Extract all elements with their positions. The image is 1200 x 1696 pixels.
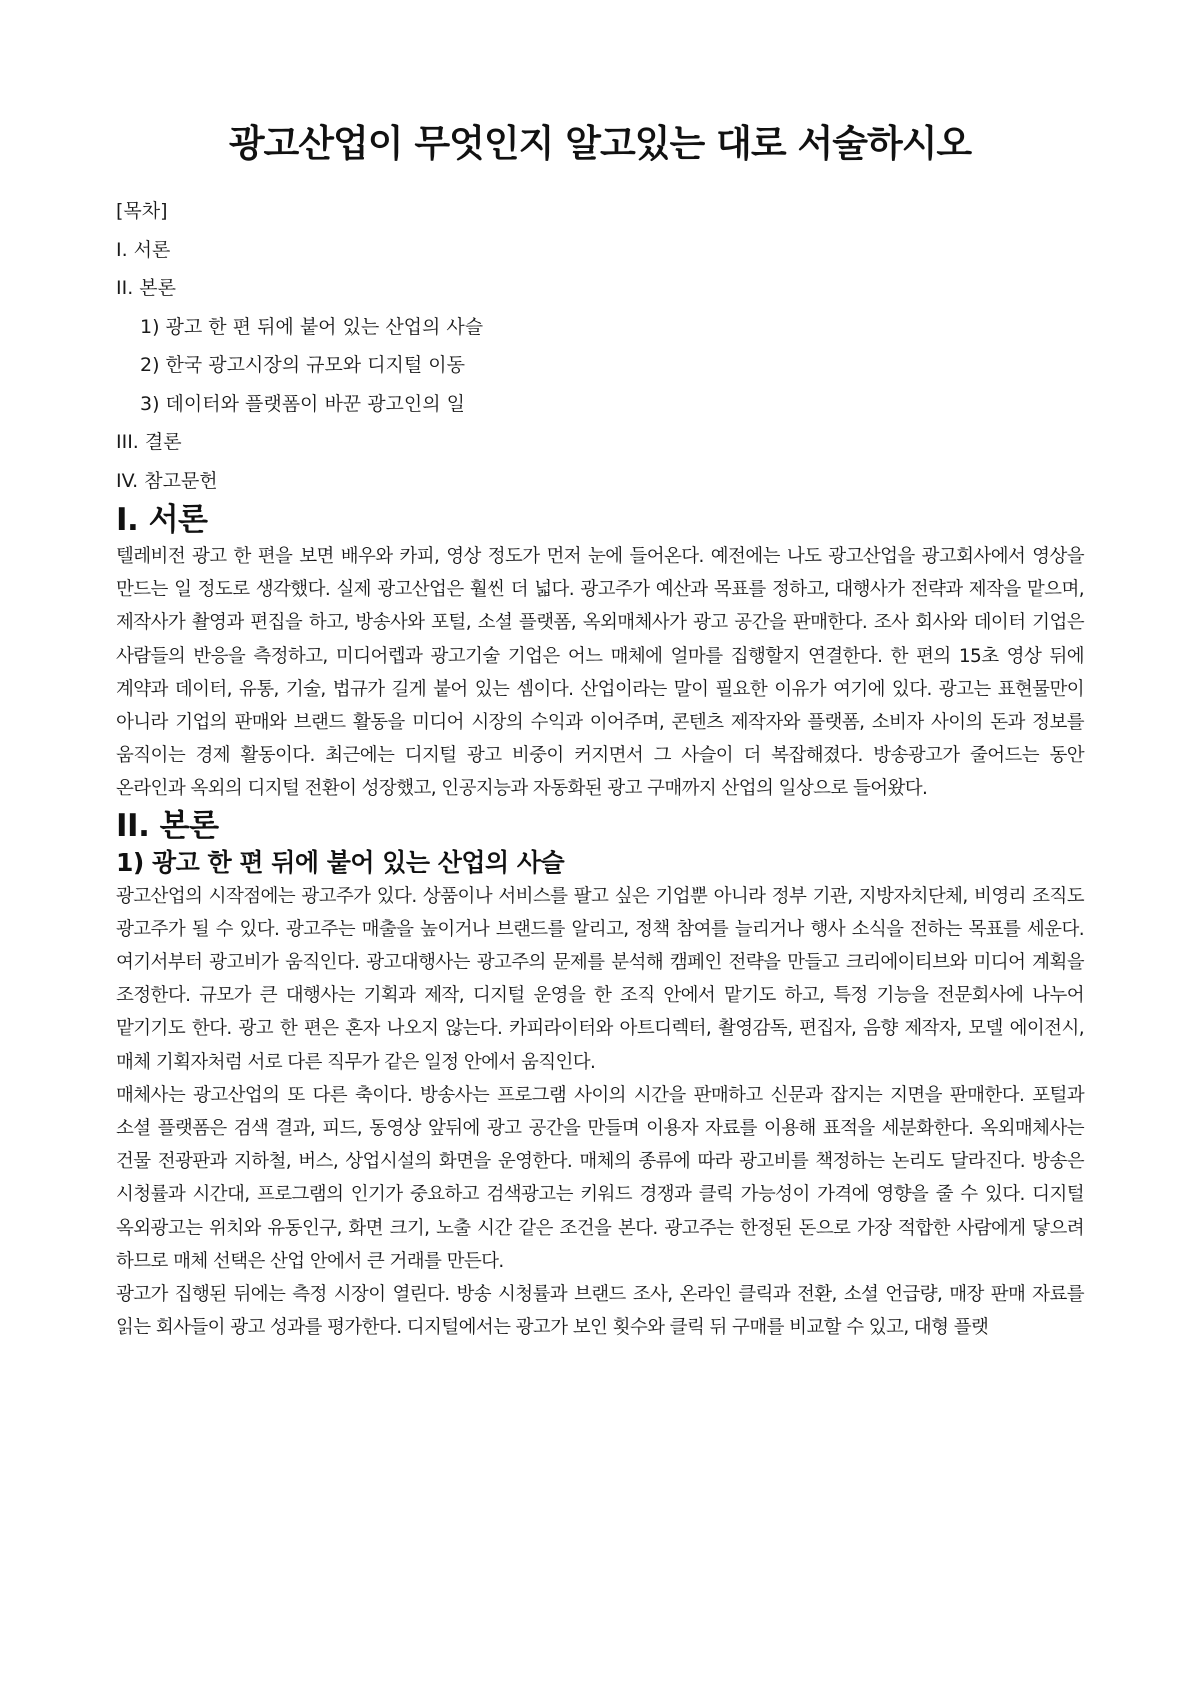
- section-heading-body: II. 본론: [116, 807, 219, 844]
- table-of-contents: [116, 192, 1084, 500]
- intro-paragraph: 텔레비전 광고 한 편을 보면 배우와 카피, 영상 정도가 먼저 눈에 들어온다. 예전에는 나도 광고산업을 광고회사에서 영상을 만드는 일 정도로 생각했다. 실제 광고산업은 훨씬 더 넓다. 광고주가 예산과 목표를 정하고, 대행사가 전략과 제작을 맡으며, 제작사가 촬영과 편집을 하고, 방송사와 포털, 소셜 플랫폼, 옥외매체사가 광고 공간을 판매한다. 조사 회사와 데이터 기업은 사람들의 반응을 측정하고, 미디어렙과 광고기술 기업은 어느 매체에 얼마를 집행할지 연결한다. 한 편의 15초 영상 뒤에 계약과 데이터, 유통, 기술, 법규가 길게 붙어 있는 셈이다. 산업이라는 말이 필요한 이유가 여기에 있다. 광고는 표현물만이 아니라 기업의 판매와 브랜드 활동을 미디어 시장의 수익과 이어주며, 콘텐츠 제작자와 플랫폼, 소비자 사이의 돈과 정보를 움직이는 경제 활동이다. 최근에는 디지털 광고 비중이 커지면서 그 사슬이 더 복잡해졌다. 방송광고가 줄어드는 동안 온라인과 옥외의 디지털 전환이 성장했고, 인공지능과 자동화된 광고 구매까지 산업의 일상으로 들어왔다.: [116, 546, 1084, 800]
- subsection-heading-1: 1) 광고 한 편 뒤에 붙어 있는 산업의 사슬: [116, 847, 565, 877]
- subsection-1-paragraph-3: 광고가 집행된 뒤에는 측정 시장이 열린다. 방송 시청률과 브랜드 조사, 온라인 클릭과 전환, 소셜 언급량, 매장 판매 자료를 읽는 회사들이 광고 성과를 평가한다. 디지털에서는 광고가 보인 횟수와 클릭 뒤 구매를 비교할 수 있고, 대형 플랫: [116, 1284, 1084, 1339]
- subsection-1-paragraph-1: 광고산업의 시작점에는 광고주가 있다. 상품이나 서비스를 팔고 싶은 기업뿐 아니라 정부 기관, 지방자치단체, 비영리 조직도 광고주가 될 수 있다. 광고주는 매출을 높이거나 브랜드를 알리고, 정책 참여를 늘리거나 행사 소식을 전하는 목표를 세운다. 여기서부터 광고비가 움직인다. 광고대행사는 광고주의 문제를 분석해 캠페인 전략을 만들고 크리에이티브와 미디어 계획을 조정한다. 규모가 큰 대행사는 기획과 제작, 디지털 운영을 한 조직 안에서 맡기도 하고, 특정 기능을 전문회사에 나누어 맡기기도 한다. 광고 한 편은 혼자 나오지 않는다. 카피라이터와 아트디렉터, 촬영감독, 편집자, 음향 제작자, 모델 에이전시, 매체 기획자처럼 서로 다른 직무가 같은 일정 안에서 움직인다.: [116, 885, 1084, 1073]
- toc-item-references: IV. 참고문헌: [116, 469, 218, 492]
- subsection-1-paragraph-2: 매체사는 광고산업의 또 다른 축이다. 방송사는 프로그램 사이의 시간을 판매하고 신문과 잡지는 지면을 판매한다. 포털과 소셜 플랫폼은 검색 결과, 피드, 동영상 앞뒤에 광고 공간을 만들며 이용자 자료를 이용해 표적을 세분화한다. 옥외매체사는 건물 전광판과 지하철, 버스, 상업시설의 화면을 운영한다. 매체의 종류에 따라 광고비를 책정하는 논리도 달라진다. 방송은 시청률과 시간대, 프로그램의 인기가 중요하고 검색광고는 키워드 경쟁과 클릭 가능성이 가격에 영향을 줄 수 있다. 디지털 옥외광고는 위치와 유동인구, 화면 크기, 노출 시간 같은 조건을 본다. 광고주는 한정된 돈으로 가장 적합한 사람에게 닿으려 하므로 매체 선택은 산업 안에서 큰 거래를 만든다.: [116, 1084, 1084, 1272]
- toc-item-body-2: 2) 한국 광고시장의 규모와 디지털 이동: [140, 354, 466, 377]
- toc-item-conclusion: III. 결론: [116, 431, 182, 454]
- section-heading-intro: I. 서론: [116, 502, 208, 538]
- toc-item-body: II. 본론: [116, 277, 176, 300]
- document-title: 광고산업이 무엇인지 알고있는 대로 서술하시오: [228, 122, 972, 165]
- toc-heading: [목차]: [116, 200, 168, 223]
- toc-item-intro: I. 서론: [116, 238, 171, 261]
- toc-item-body-1: 1) 광고 한 편 뒤에 붙어 있는 산업의 사슬: [140, 315, 484, 338]
- toc-item-body-3: 3) 데이터와 플랫폼이 바꾼 광고인의 일: [140, 392, 466, 415]
